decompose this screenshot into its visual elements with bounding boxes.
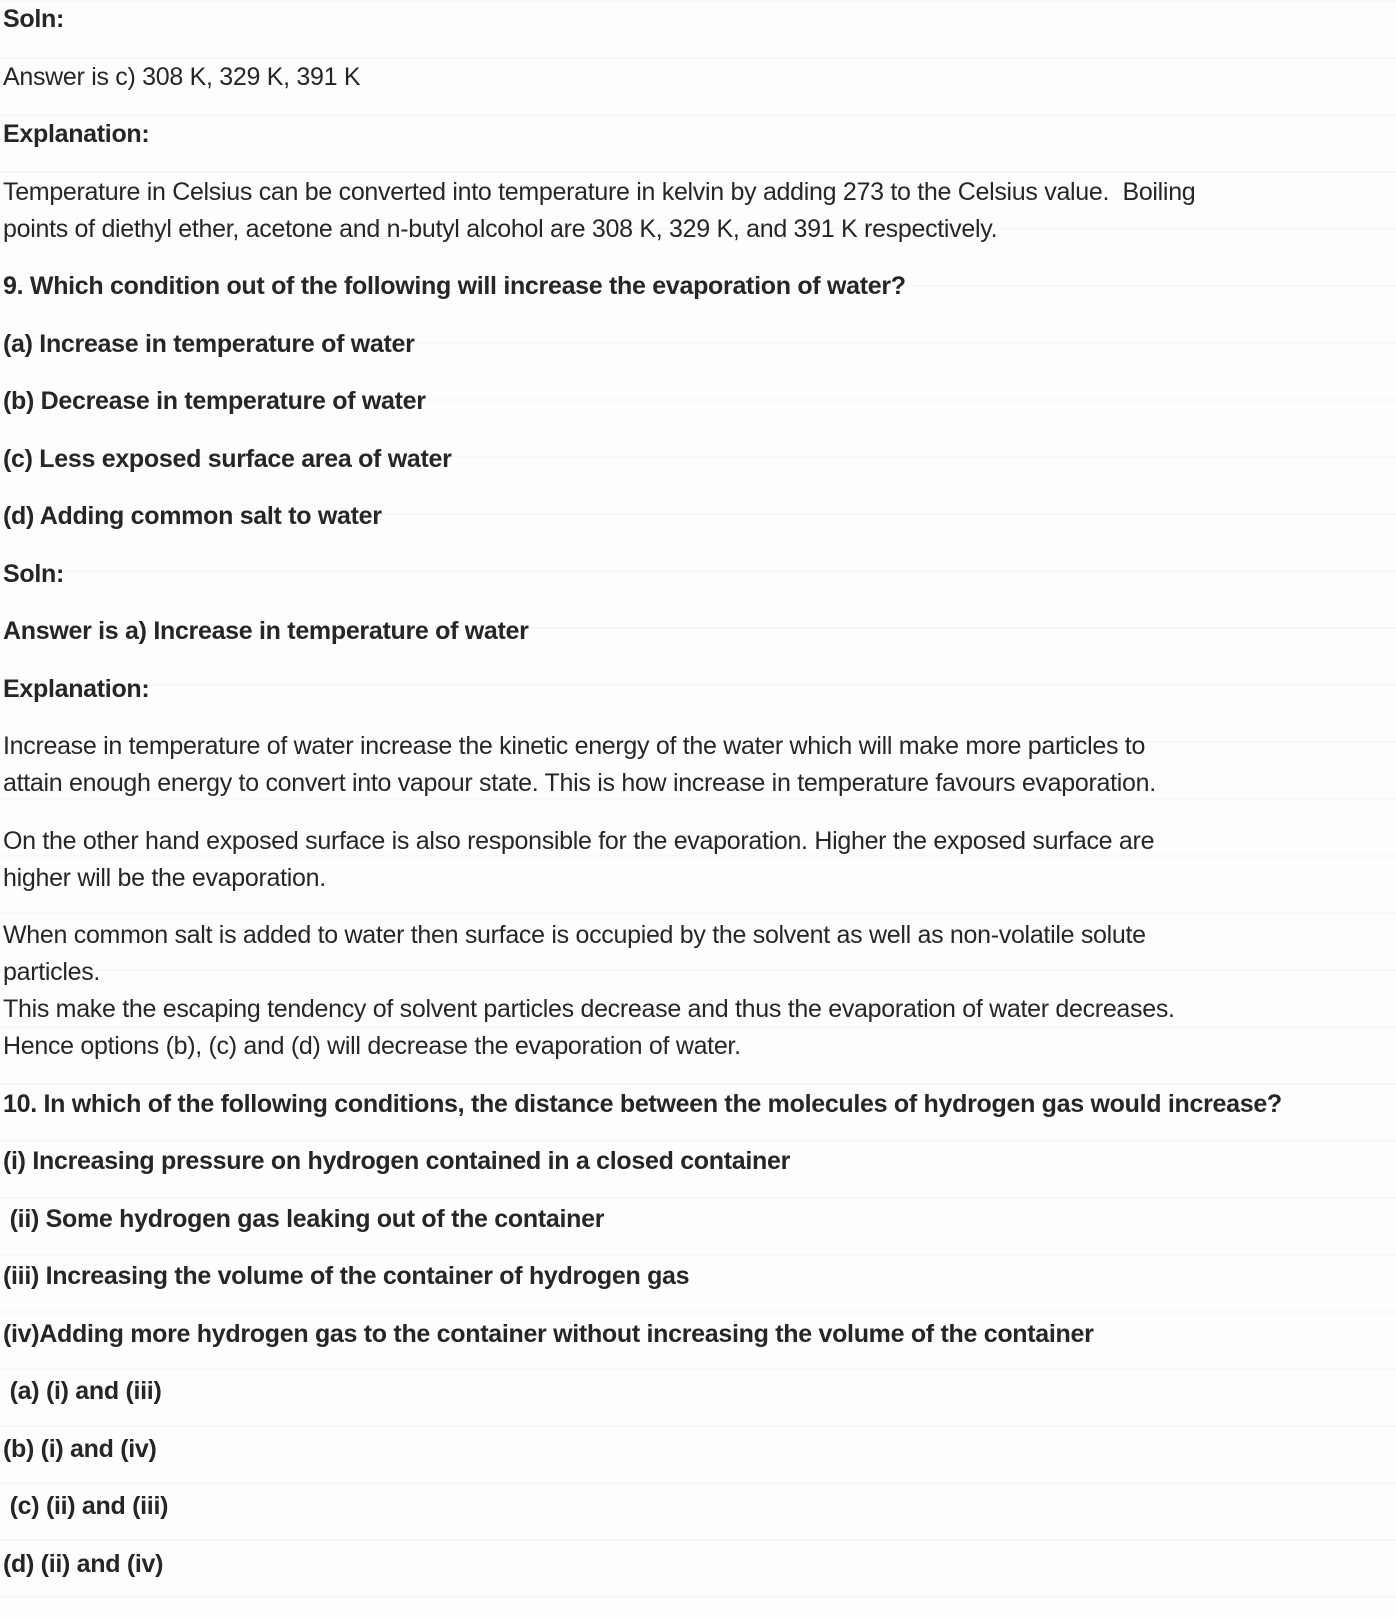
q10-option-c bbox=[3, 1488, 1396, 1525]
q9-explanation-label bbox=[3, 671, 1396, 708]
q9-explanation-para3 bbox=[3, 917, 1396, 1065]
q9-soln-label bbox=[3, 556, 1396, 593]
q9-option-b bbox=[3, 383, 1396, 420]
option-text: (c) Less exposed surface area of water bbox=[3, 444, 452, 473]
condition-text: (ii) Some hydrogen gas leaking out of the container bbox=[3, 1204, 605, 1233]
soln-label-text: Soln: bbox=[3, 5, 64, 33]
explanation-line: attain enough energy to convert into vapour state. This is how increase in temperature favours evaporation. bbox=[3, 769, 1156, 797]
question-title-text: 9. Which condition out of the following will increase the evaporation of water? bbox=[3, 272, 906, 300]
q8-explanation-label bbox=[3, 116, 1396, 153]
option-text: (b) (i) and (iv) bbox=[3, 1434, 157, 1463]
q9-option-a bbox=[3, 326, 1396, 363]
condition-text: (iv)Adding more hydrogen gas to the container without increasing the volume of the container bbox=[3, 1319, 1094, 1348]
q10-condition-iv bbox=[3, 1316, 1396, 1353]
option-text: (a) Increase in temperature of water bbox=[3, 329, 415, 358]
option-text: (c) (ii) and (iii) bbox=[3, 1492, 169, 1520]
question-title-text: 10. In which of the following conditions, the distance between the molecules of hydrogen gas would increase? bbox=[3, 1089, 1282, 1118]
answer-text: Answer is a) Increase in temperature of water bbox=[3, 617, 529, 645]
q10-option-b bbox=[3, 1431, 1396, 1468]
explanation-line: This make the escaping tendency of solvent particles decrease and thus the evaporation of water decreases. bbox=[3, 995, 1175, 1023]
option-text: (d) (ii) and (iv) bbox=[3, 1549, 164, 1578]
q10-condition-i bbox=[3, 1143, 1396, 1180]
q8-soln-label bbox=[3, 1, 1396, 38]
explanation-line: Increase in temperature of water increase the kinetic energy of the water which will make more particles to bbox=[3, 732, 1146, 760]
explanation-line: higher will be the evaporation. bbox=[3, 863, 326, 892]
explanation-line: particles. bbox=[3, 958, 101, 986]
explanation-line: points of diethyl ether, acetone and n-butyl alcohol are 308 K, 329 K, and 391 K respectively. bbox=[3, 214, 998, 243]
explanation-label-text: Explanation: bbox=[3, 120, 150, 148]
option-text: (a) (i) and (iii) bbox=[3, 1377, 162, 1405]
q9-explanation-para2 bbox=[3, 823, 1396, 897]
explanation-line: On the other hand exposed surface is also responsible for the evaporation. Higher the exposed surface are bbox=[3, 826, 1155, 855]
q9-option-c bbox=[3, 441, 1396, 478]
option-text: (d) Adding common salt to water bbox=[3, 502, 382, 530]
option-text: (b) Decrease in temperature of water bbox=[3, 387, 426, 415]
q8-answer bbox=[3, 59, 1396, 96]
q10-option-d bbox=[3, 1546, 1396, 1583]
soln-label-text: Soln: bbox=[3, 559, 64, 588]
q9-explanation-para1 bbox=[3, 728, 1396, 802]
explanation-label-text: Explanation: bbox=[3, 674, 150, 703]
q9-answer bbox=[3, 613, 1396, 650]
explanation-line: When common salt is added to water then surface is occupied by the solvent as well as non-volatile solute bbox=[3, 921, 1146, 949]
answer-text: Answer is c) 308 K, 329 K, 391 K bbox=[3, 62, 361, 91]
explanation-line: Hence options (b), (c) and (d) will decrease the evaporation of water. bbox=[3, 1032, 741, 1060]
question-10-title bbox=[3, 1086, 1396, 1123]
condition-text: (iii) Increasing the volume of the container of hydrogen gas bbox=[3, 1262, 690, 1290]
q8-explanation bbox=[3, 174, 1396, 248]
condition-text: (i) Increasing pressure on hydrogen contained in a closed container bbox=[3, 1147, 791, 1175]
question-9-title bbox=[3, 268, 1396, 305]
q9-option-d bbox=[3, 498, 1396, 535]
q10-condition-iii bbox=[3, 1258, 1396, 1295]
q10-condition-ii bbox=[3, 1201, 1396, 1238]
q10-option-a bbox=[3, 1373, 1396, 1410]
explanation-line: Temperature in Celsius can be converted into temperature in kelvin by adding 273 to the Celsius value. Boiling bbox=[3, 177, 1196, 206]
